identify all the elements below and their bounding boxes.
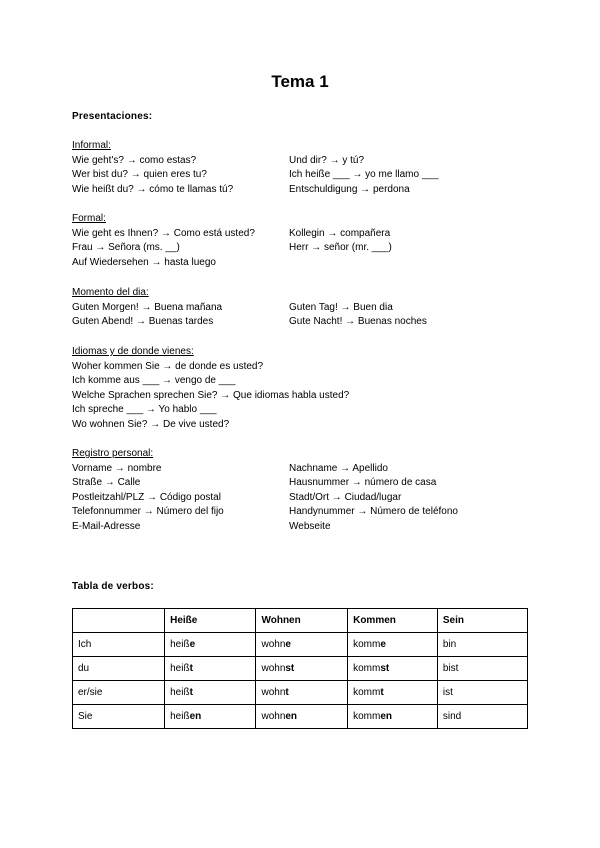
verb-stem: wohn — [261, 639, 286, 650]
section-title: Idiomas y de donde vienes: — [72, 346, 194, 357]
vocab-german-spanish: Webseite — [289, 520, 331, 532]
table-header-row — [73, 609, 528, 633]
conjugation-cell — [256, 633, 348, 657]
vocab-german-spanish: Guten Abend! → Buenas tardes — [72, 316, 214, 328]
presentaciones-heading: Presentaciones: — [72, 111, 153, 122]
verb-ending: e — [189, 639, 196, 650]
pronoun-cell: Sie — [73, 705, 165, 729]
verb-stem: komm — [353, 639, 381, 650]
section-title: Registro personal: — [72, 448, 154, 459]
section-formal — [72, 212, 542, 270]
conjugation-cell — [437, 681, 527, 705]
conjugation-cell — [256, 705, 348, 729]
conjugation-cell — [165, 705, 256, 729]
vocab-german-spanish — [289, 256, 542, 271]
verb-ending: en — [285, 711, 298, 722]
table-row — [73, 657, 528, 681]
vocab-german-spanish: Handynummer → Número de teléfono — [289, 506, 458, 518]
vocab-german-spanish: Telefonnummer → Número del fijo — [72, 506, 224, 518]
conjugation-cell — [348, 633, 438, 657]
vocab-german-spanish: Guten Tag! → Buen dia — [289, 301, 393, 313]
page-title: Tema 1 — [271, 72, 329, 91]
verb-ending: t — [285, 687, 289, 698]
vocab-row — [72, 462, 542, 477]
verb-stem: heiß — [170, 711, 190, 722]
section-title: Informal: — [72, 140, 111, 151]
vocab-german-spanish: Gute Nacht! → Buenas noches — [289, 316, 427, 328]
vocab-row — [72, 301, 542, 316]
table-header-cell: Heiße — [165, 609, 256, 633]
vocab-row — [72, 168, 542, 183]
conjugation-cell — [165, 657, 256, 681]
conjugation-cell — [437, 633, 527, 657]
verb-ending: t — [189, 663, 193, 674]
verb-ending: st — [285, 663, 295, 674]
vocab-german-spanish: Vorname → nombre — [72, 462, 162, 474]
pronoun-cell: Ich — [73, 633, 165, 657]
verb-stem: wohn — [261, 687, 286, 698]
vocab-german-spanish: E-Mail-Adresse — [72, 520, 141, 532]
vocab-german-spanish: Nachname → Apellido — [289, 462, 388, 474]
section-idiomas — [72, 345, 542, 433]
table-header-cell — [73, 609, 165, 633]
verb-stem: wohn — [261, 711, 286, 722]
table-header-cell: Kommen — [348, 609, 438, 633]
verb-table-heading: Tabla de verbos: — [72, 581, 154, 592]
vocab-german-spanish: Stadt/Ort → Ciudad/lugar — [289, 491, 402, 503]
verb-stem: bist — [442, 663, 459, 674]
vocab-german-spanish: Guten Morgen! → Buena mañana — [72, 301, 223, 313]
vocab-row — [72, 154, 542, 169]
conjugation-cell — [437, 705, 527, 729]
verb-stem: komm — [353, 663, 381, 674]
vocab-german-spanish: Und dir? → y tú? — [289, 154, 365, 166]
vocab-row — [72, 183, 542, 198]
vocab-german-spanish: Kollegin → compañera — [289, 227, 391, 239]
vocab-german-spanish: Frau → Señora (ms. __) — [72, 242, 180, 254]
conjugation-cell — [256, 681, 348, 705]
vocab-row — [72, 476, 542, 491]
verb-stem: komm — [353, 711, 381, 722]
vocab-row — [72, 241, 542, 256]
vocab-line: Wo wohnen Sie? → De vive usted? — [72, 418, 230, 430]
vocab-german-spanish: Ich heiße ___ → yo me llamo ___ — [289, 169, 439, 181]
conjugation-cell — [348, 705, 438, 729]
section-title: Formal: — [72, 213, 106, 224]
verb-stem: wohn — [261, 663, 286, 674]
conjugation-cell — [165, 633, 256, 657]
table-row — [73, 705, 528, 729]
table-row — [73, 633, 528, 657]
conjugation-cell — [437, 657, 527, 681]
vocab-row — [72, 227, 542, 242]
vocab-german-spanish: Wie heißt du? → cómo te llamas tú? — [72, 183, 234, 195]
vocab-german-spanish: Auf Wiedersehen → hasta luego — [72, 256, 216, 268]
table-row — [73, 681, 528, 705]
vocab-german-spanish: Wer bist du? → quien eres tu? — [72, 169, 207, 181]
vocab-row — [72, 491, 542, 506]
vocab-line: Welche Sprachen sprechen Sie? → Que idiomas habla usted? — [72, 389, 350, 401]
verb-stem: heiß — [170, 663, 190, 674]
vocab-german-spanish: Postleitzahl/PLZ → Código postal — [72, 491, 221, 503]
section-title: Momento del dia: — [72, 287, 149, 298]
vocab-row — [72, 256, 542, 271]
verb-ending: t — [189, 687, 193, 698]
vocab-line: Woher kommen Sie → de donde es usted? — [72, 360, 264, 372]
vocab-line: Ich spreche ___ → Yo hablo ___ — [72, 404, 217, 416]
table-header-cell: Wohnen — [256, 609, 348, 633]
verb-stem: heiß — [170, 639, 190, 650]
verb-stem: sind — [442, 711, 462, 722]
conjugation-cell — [256, 657, 348, 681]
verb-stem: komm — [353, 687, 381, 698]
vocab-row — [72, 315, 542, 330]
verb-stem: ist — [442, 687, 453, 698]
section-registro-personal — [72, 447, 542, 535]
vocab-german-spanish: Hausnummer → número de casa — [289, 477, 437, 489]
vocab-german-spanish: Herr → señor (mr. ___) — [289, 242, 392, 254]
vocab-line: Ich komme aus ___ → vengo de ___ — [72, 375, 236, 387]
vocab-german-spanish: Wie geht es Ihnen? → Como está usted? — [72, 227, 255, 239]
conjugation-cell — [348, 657, 438, 681]
conjugation-cell — [165, 681, 256, 705]
verb-ending: e — [285, 639, 291, 650]
section-momento-del-dia — [72, 286, 542, 330]
conjugation-cell — [348, 681, 438, 705]
verb-stem: bin — [442, 639, 457, 650]
verb-ending: e — [380, 639, 386, 650]
vocab-german-spanish: Straße → Calle — [72, 477, 141, 489]
verb-table — [72, 608, 528, 729]
verb-ending: t — [380, 687, 384, 698]
verb-ending: en — [380, 711, 392, 722]
verb-ending: st — [380, 663, 390, 674]
verb-ending: en — [189, 711, 202, 722]
vocab-row — [72, 505, 542, 520]
pronoun-cell: du — [73, 657, 165, 681]
vocab-german-spanish: Entschuldigung → perdona — [289, 183, 410, 195]
pronoun-cell: er/sie — [73, 681, 165, 705]
table-header-cell: Sein — [437, 609, 527, 633]
vocab-row — [72, 520, 542, 535]
vocab-german-spanish: Wie geht's? → como estas? — [72, 154, 197, 166]
section-informal — [72, 139, 542, 197]
verb-stem: heiß — [170, 687, 190, 698]
